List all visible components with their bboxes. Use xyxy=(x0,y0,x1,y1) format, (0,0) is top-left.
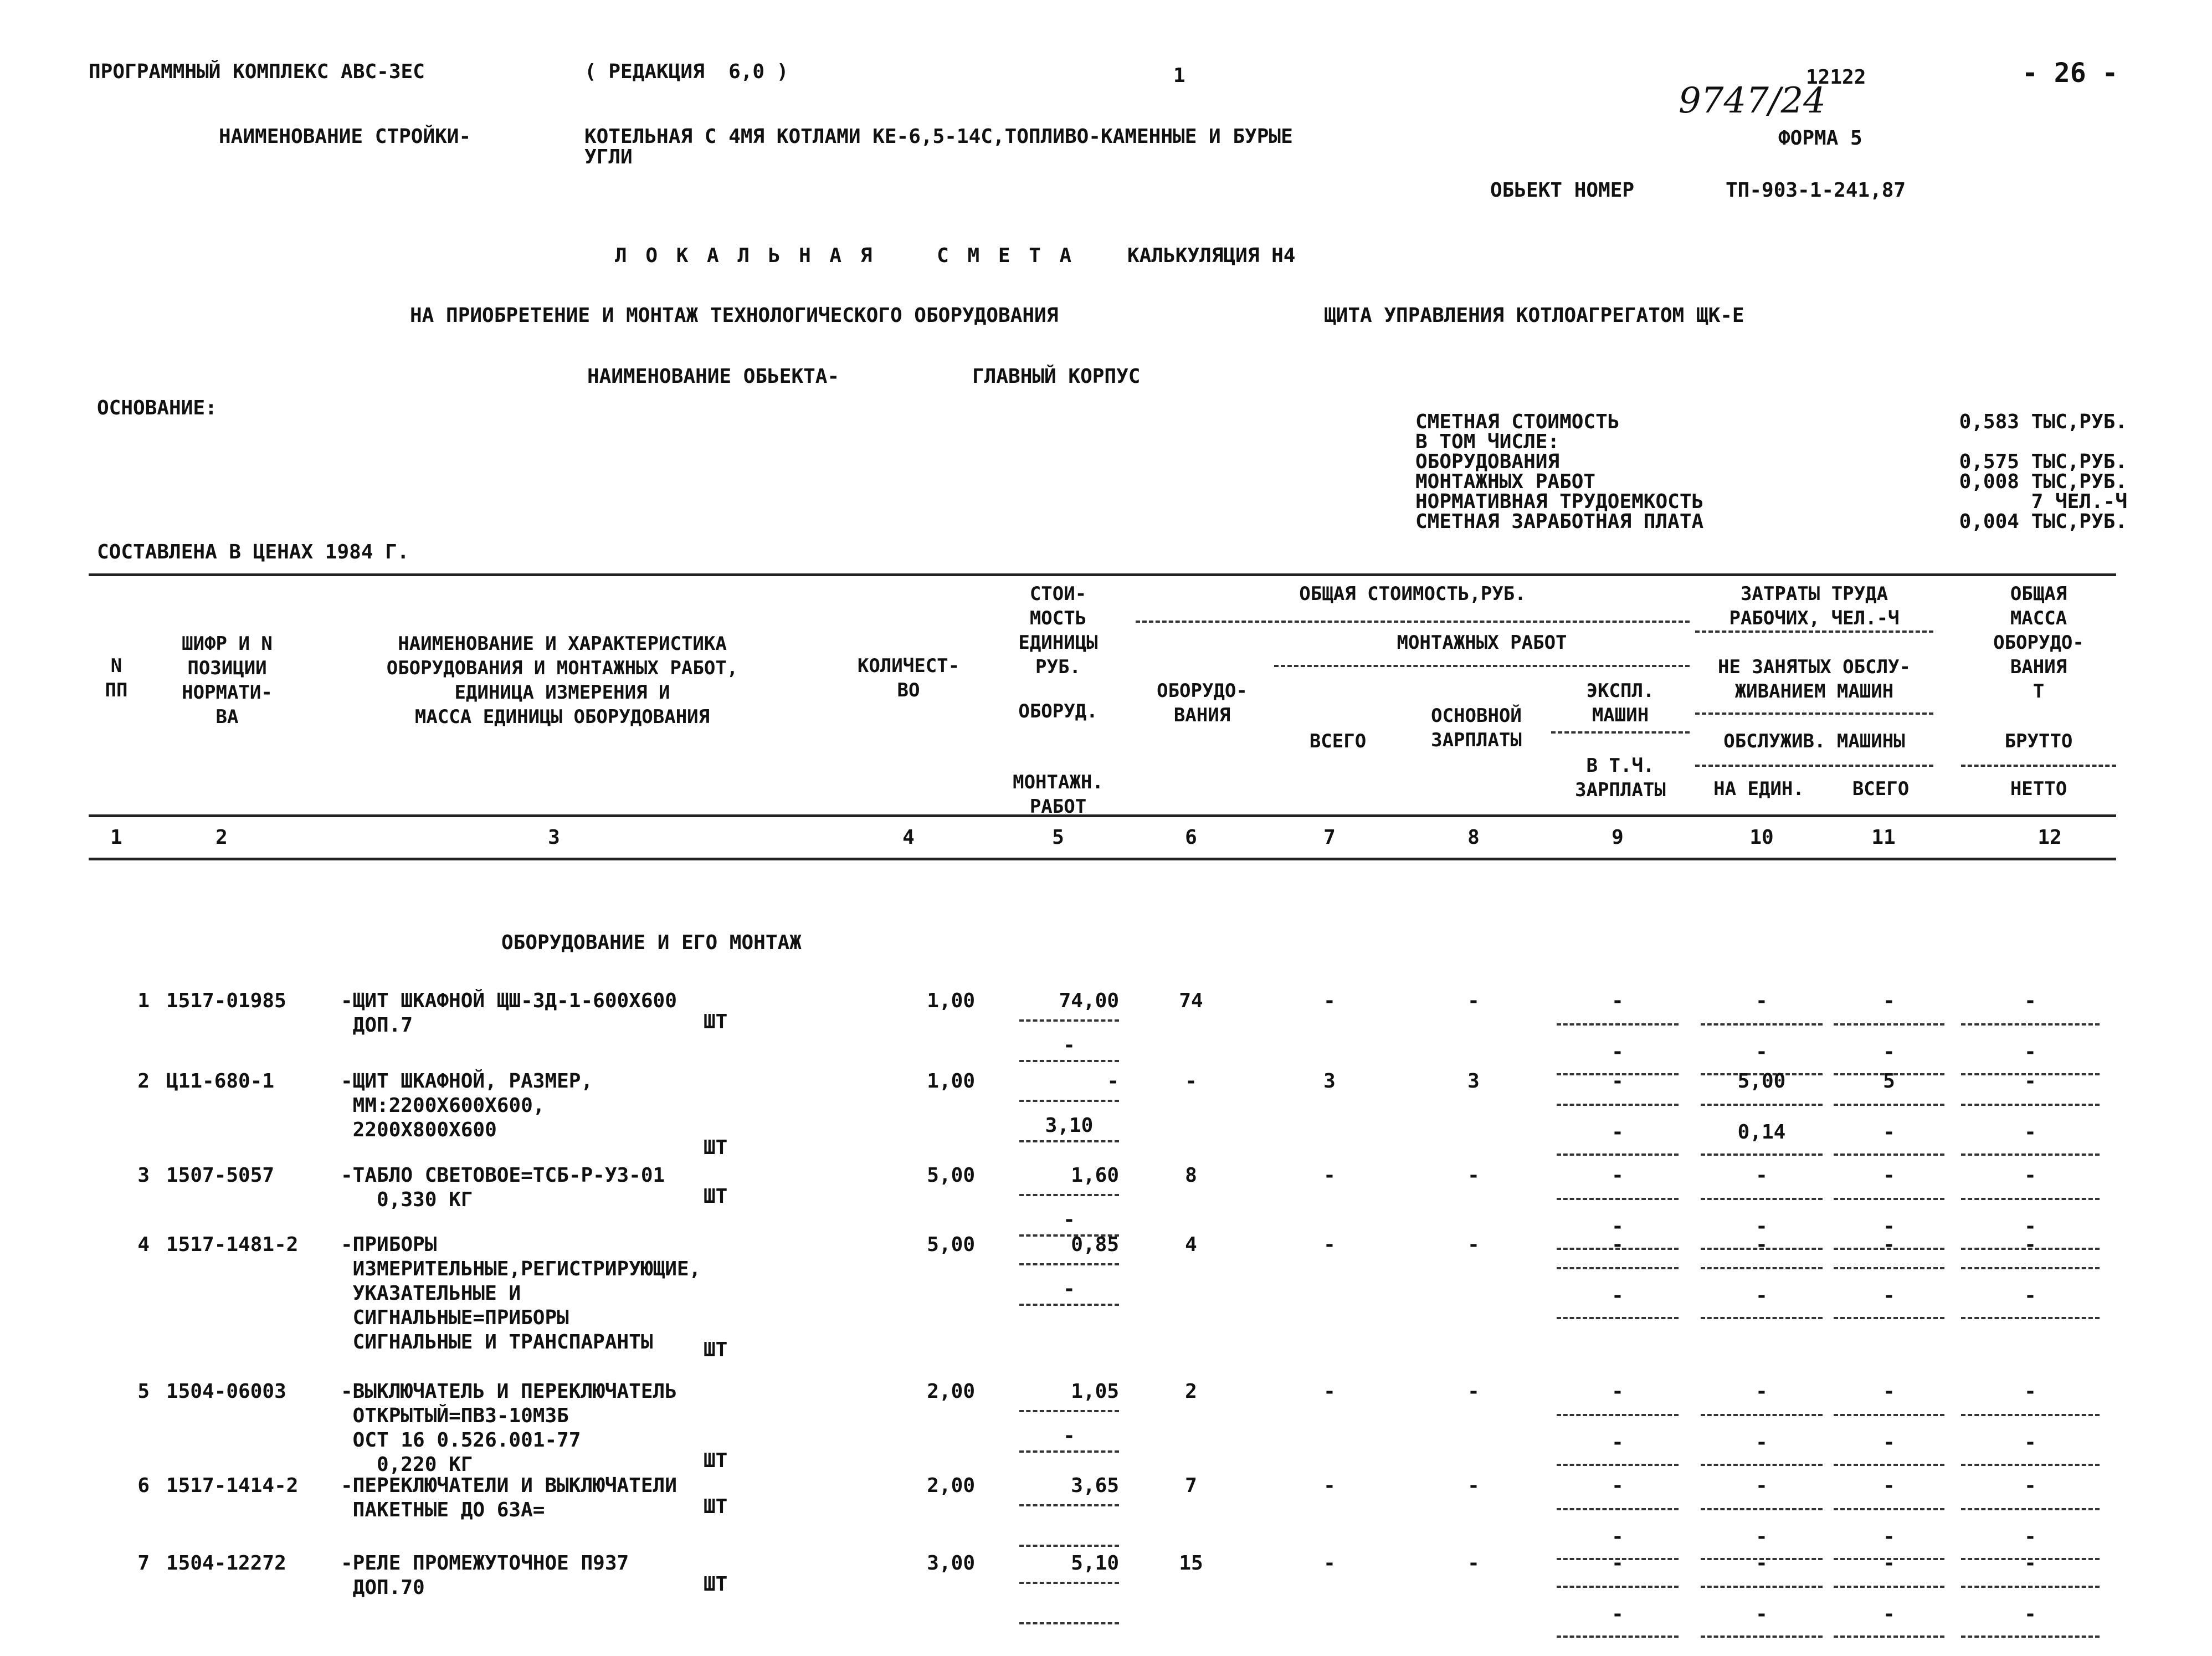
object-number-value: ТП-903-1-241,87 xyxy=(1726,179,1906,202)
row-cell-c12-top: - xyxy=(2024,1164,2036,1187)
row-cell-c9-bottom: - xyxy=(1611,1284,1624,1307)
summary-label: В ТОМ ЧИСЛЕ: xyxy=(1415,430,1560,453)
row-cell-c9-top: - xyxy=(1611,1380,1624,1403)
header-col-7: ВСЕГО xyxy=(1309,730,1367,752)
header-col-8: ОСНОВНОЙ ЗАРПЛАТЫ xyxy=(1431,705,1522,751)
column-number: 7 xyxy=(1323,826,1336,849)
header-col-1: N ПП xyxy=(105,655,128,701)
row-cell-c6: 15 xyxy=(1179,1552,1203,1575)
summary-label: НОРМАТИВНАЯ ТРУДОЕМКОСТЬ xyxy=(1415,490,1704,513)
row-cell-c9-top: - xyxy=(1611,1233,1624,1256)
row-rule xyxy=(1961,1267,2100,1269)
row-cell-c9-top: - xyxy=(1611,1164,1624,1187)
row-cell-c8: - xyxy=(1467,1474,1480,1497)
row-cell-c6: 7 xyxy=(1185,1474,1197,1497)
row-unit: ШТ xyxy=(704,1185,728,1208)
row-unit-price-mounting: - xyxy=(1063,1034,1075,1057)
row-cell-c8: - xyxy=(1467,1380,1480,1403)
row-cell-c11-bottom: - xyxy=(1883,1525,1895,1548)
header-rule xyxy=(1136,621,1690,623)
row-rule xyxy=(1701,1464,1823,1466)
row-description: -ТАБЛО СВЕТОВОЕ=ТСБ-Р-У3-01 0,330 КГ xyxy=(341,1164,665,1211)
row-cell-c12-bottom: - xyxy=(2024,1525,2036,1548)
page-number: - 26 - xyxy=(2022,58,2118,89)
row-number: 6 xyxy=(137,1474,150,1497)
edition: ( РЕДАКЦИЯ 6,0 ) xyxy=(584,60,789,83)
row-rule xyxy=(1961,1636,2100,1638)
row-unit-price-equipment: 0,85 xyxy=(1071,1233,1119,1256)
row-cell-c11-bottom: - xyxy=(1883,1121,1895,1144)
row-rule xyxy=(1834,1586,1944,1588)
row-rule xyxy=(1701,1198,1823,1200)
header-col-11: ВСЕГО xyxy=(1852,778,1910,800)
row-rule xyxy=(1019,1140,1119,1142)
row-description: -ПЕРЕКЛЮЧАТЕЛИ И ВЫКЛЮЧАТЕЛИ ПАКЕТНЫЕ ДО 63А= xyxy=(341,1474,677,1521)
row-cell-c10-bottom: - xyxy=(1756,1603,1768,1626)
row-description: -ВЫКЛЮЧАТЕЛЬ И ПЕРЕКЛЮЧАТЕЛЬ ОТКРЫТЫЙ=ПВЗ-10МЗБ ОСТ 16 0.526.001-77 0,220 КГ xyxy=(341,1380,677,1476)
row-rule xyxy=(1834,1414,1944,1416)
row-cell-c6: 8 xyxy=(1185,1164,1197,1187)
summary-label: СМЕТНАЯ ЗАРАБОТНАЯ ПЛАТА xyxy=(1415,510,1704,533)
row-unit: ШТ xyxy=(704,1495,728,1518)
row-rule xyxy=(1961,1508,2100,1510)
row-cell-c8: - xyxy=(1467,990,1480,1012)
column-number: 6 xyxy=(1185,826,1197,849)
summary-value: 0,575 ТЫС,РУБ. xyxy=(1959,450,2127,473)
row-rule xyxy=(1961,1023,2100,1026)
row-unit: ШТ xyxy=(704,1011,728,1033)
row-cell-c10-top: 5,00 xyxy=(1737,1070,1786,1093)
row-unit: ШТ xyxy=(704,1136,728,1159)
row-cell-c7: - xyxy=(1323,990,1336,1012)
header-rule xyxy=(1695,630,1933,633)
row-cell-c10-bottom: - xyxy=(1756,1040,1768,1063)
row-rule xyxy=(1834,1508,1944,1510)
summary-label: СМЕТНАЯ СТОИМОСТЬ xyxy=(1415,411,1620,433)
row-rule xyxy=(1701,1153,1823,1156)
row-cell-c11-bottom: - xyxy=(1883,1215,1895,1238)
row-rule xyxy=(1019,1304,1119,1306)
row-code: 1507-5057 xyxy=(166,1164,275,1187)
sheet-number: 1 xyxy=(1173,64,1185,87)
site-label: НАИМЕНОВАНИЕ СТРОЙКИ- xyxy=(219,125,471,148)
row-cell-c10-top: - xyxy=(1756,1380,1768,1403)
header-rule xyxy=(1695,712,1933,715)
row-code: 1517-1481-2 xyxy=(166,1233,299,1256)
row-rule xyxy=(1019,1263,1119,1265)
row-rule xyxy=(1557,1464,1679,1466)
row-rule xyxy=(1701,1267,1823,1269)
row-unit-price-equipment: 1,60 xyxy=(1071,1164,1119,1187)
row-quantity: 3,00 xyxy=(927,1552,975,1575)
row-rule xyxy=(1834,1023,1944,1026)
row-cell-c8: 3 xyxy=(1467,1070,1480,1093)
row-cell-c11-top: - xyxy=(1883,1164,1895,1187)
row-quantity: 2,00 xyxy=(927,1380,975,1403)
row-cell-c11-bottom: - xyxy=(1883,1431,1895,1454)
row-cell-c9-top: - xyxy=(1611,1552,1624,1575)
row-rule xyxy=(1834,1153,1944,1156)
column-number: 8 xyxy=(1467,826,1480,849)
row-rule xyxy=(1557,1586,1679,1588)
row-unit-price-equipment: 5,10 xyxy=(1071,1552,1119,1575)
row-cell-c9-top: - xyxy=(1611,990,1624,1012)
row-rule xyxy=(1961,1104,2100,1106)
basis-label: ОСНОВАНИЕ: xyxy=(97,397,217,419)
row-rule xyxy=(1961,1198,2100,1200)
header-rule xyxy=(1274,665,1690,667)
row-rule xyxy=(1961,1153,2100,1156)
object-number-label: ОБЬЕКТ НОМЕР xyxy=(1490,179,1635,202)
table-top-rule xyxy=(89,573,2116,576)
section-title: ОБОРУДОВАНИЕ И ЕГО МОНТАЖ xyxy=(501,931,802,954)
column-number: 5 xyxy=(1052,826,1064,849)
row-number: 5 xyxy=(137,1380,150,1403)
row-rule xyxy=(1834,1636,1944,1638)
header-col-6: ОБОРУДО- ВАНИЯ xyxy=(1157,680,1248,726)
row-quantity: 5,00 xyxy=(927,1164,975,1187)
row-cell-c10-top: - xyxy=(1756,1164,1768,1187)
subtitle-right: ЩИТА УПРАВЛЕНИЯ КОТЛОАГРЕГАТОМ ЩК-Е xyxy=(1324,304,1744,327)
row-cell-c7: 3 xyxy=(1323,1070,1336,1093)
header-col-12-top: БРУТТО xyxy=(2004,730,2073,752)
row-quantity: 1,00 xyxy=(927,1070,975,1093)
row-rule xyxy=(1701,1317,1823,1319)
row-unit: ШТ xyxy=(704,1449,728,1472)
row-cell-c9-bottom: - xyxy=(1611,1121,1624,1144)
column-number: 10 xyxy=(1749,826,1774,849)
header-col-2: ШИФР И N ПОЗИЦИИ НОРМАТИ- ВА xyxy=(182,633,273,728)
row-rule xyxy=(1019,1060,1119,1062)
row-code: 1517-1414-2 xyxy=(166,1474,299,1497)
row-cell-c11-bottom: - xyxy=(1883,1284,1895,1307)
row-rule xyxy=(1557,1508,1679,1510)
row-rule xyxy=(1557,1023,1679,1026)
row-cell-c12-bottom: - xyxy=(2024,1040,2036,1063)
document-title: Л О К А Л Ь Н А Я С М Е Т А xyxy=(615,244,1075,267)
column-number: 11 xyxy=(1871,826,1896,849)
row-rule xyxy=(1701,1508,1823,1510)
row-cell-c9-top: - xyxy=(1611,1070,1624,1093)
row-cell-c10-top: - xyxy=(1756,1233,1768,1256)
row-cell-c9-bottom: - xyxy=(1611,1431,1624,1454)
row-cell-c12-bottom: - xyxy=(2024,1431,2036,1454)
row-rule xyxy=(1557,1317,1679,1319)
summary-label: МОНТАЖНЫХ РАБОТ xyxy=(1415,470,1596,493)
row-number: 7 xyxy=(137,1552,150,1575)
subtitle-left: НА ПРИОБРЕТЕНИЕ И МОНТАЖ ТЕХНОЛОГИЧЕСКОГО ОБОРУДОВАНИЯ xyxy=(410,304,1059,327)
row-rule xyxy=(1834,1267,1944,1269)
row-cell-c8: - xyxy=(1467,1552,1480,1575)
row-unit-price-mounting: - xyxy=(1063,1424,1075,1447)
row-cell-c9-top: - xyxy=(1611,1474,1624,1497)
row-rule xyxy=(1834,1464,1944,1466)
row-cell-c10-bottom: 0,14 xyxy=(1737,1121,1786,1144)
summary-value: 0,008 ТЫС,РУБ. xyxy=(1959,470,2127,493)
row-rule xyxy=(1701,1414,1823,1416)
row-rule xyxy=(1961,1586,2100,1588)
summary-label: ОБОРУДОВАНИЯ xyxy=(1415,450,1560,473)
row-rule xyxy=(1019,1410,1119,1412)
row-code: Ц11-680-1 xyxy=(166,1070,275,1093)
program-name: ПРОГРАММНЫЙ КОМПЛЕКС АВС-3ЕС xyxy=(89,60,425,83)
row-cell-c11-top: - xyxy=(1883,1380,1895,1403)
row-description: -ПРИБОРЫ ИЗМЕРИТЕЛЬНЫЕ,РЕГИСТРИРУЮЩИЕ, УКАЗАТЕЛЬНЫЕ И СИГНАЛЬНЫЕ=ПРИБОРЫ СИГНАЛЬНЫЕ И ТРАНСПАРАНТЫ xyxy=(341,1233,701,1353)
row-description: -РЕЛЕ ПРОМЕЖУТОЧНОЕ П937 ДОП.70 xyxy=(341,1552,629,1599)
row-cell-c7: - xyxy=(1323,1380,1336,1403)
header-mass: ОБЩАЯ МАССА ОБОРУДО- ВАНИЯ Т xyxy=(1993,583,2084,703)
row-number: 4 xyxy=(137,1233,150,1256)
row-description: -ЩИТ ШКАФНОЙ, РАЗМЕР, MM:2200Х600Х600, 2200Х800Х600 xyxy=(341,1070,593,1141)
row-rule xyxy=(1834,1198,1944,1200)
row-rule xyxy=(1834,1317,1944,1319)
row-cell-c6: - xyxy=(1185,1070,1197,1093)
row-rule xyxy=(1019,1194,1119,1196)
column-number: 4 xyxy=(902,826,915,849)
row-rule xyxy=(1961,1464,2100,1466)
row-unit-price-equipment: 1,05 xyxy=(1071,1380,1119,1403)
header-col-9-top: ЭКСПЛ. МАШИН xyxy=(1586,680,1655,726)
row-cell-c9-bottom: - xyxy=(1611,1215,1624,1238)
summary-value: 7 ЧЕЛ.-Ч xyxy=(2031,490,2127,513)
row-rule xyxy=(1701,1636,1823,1638)
row-cell-c6: 4 xyxy=(1185,1233,1197,1256)
row-rule xyxy=(1019,1582,1119,1584)
header-col-12-bot: НЕТТО xyxy=(2010,778,2067,800)
row-cell-c11-top: - xyxy=(1883,1233,1895,1256)
row-cell-c11-bottom: - xyxy=(1883,1040,1895,1063)
row-quantity: 5,00 xyxy=(927,1233,975,1256)
header-rule xyxy=(1695,765,1933,767)
row-rule xyxy=(1557,1636,1679,1638)
table-header-rule xyxy=(89,814,2116,817)
column-number: 12 xyxy=(2037,826,2062,849)
row-rule xyxy=(1557,1153,1679,1156)
row-cell-c12-bottom: - xyxy=(2024,1284,2036,1307)
row-cell-c9-bottom: - xyxy=(1611,1603,1624,1626)
object-name-label: НАИМЕНОВАНИЕ ОБЬЕКТА- xyxy=(587,365,840,388)
site-name-line2: УГЛИ xyxy=(584,146,633,168)
row-unit-price-equipment: 3,65 xyxy=(1071,1474,1119,1497)
table-number-rule xyxy=(89,858,2116,860)
row-cell-c8: - xyxy=(1467,1233,1480,1256)
row-unit-price-equipment: 74,00 xyxy=(1059,990,1119,1012)
row-cell-c11-bottom: - xyxy=(1883,1603,1895,1626)
summary-block xyxy=(1415,410,2127,532)
row-rule xyxy=(1019,1450,1119,1453)
header-col-5-bot: МОНТАЖН. РАБОТ xyxy=(1013,771,1104,818)
row-cell-c12-top: - xyxy=(2024,1380,2036,1403)
row-cell-c12-bottom: - xyxy=(2024,1603,2036,1626)
row-cell-c7: - xyxy=(1323,1474,1336,1497)
row-unit-price-mounting: - xyxy=(1063,1208,1075,1231)
summary-value: 0,004 ТЫС,РУБ. xyxy=(1959,510,2127,533)
row-cell-c12-top: - xyxy=(2024,1233,2036,1256)
column-number: 3 xyxy=(548,826,560,849)
row-cell-c11-top: 5 xyxy=(1883,1070,1895,1093)
row-cell-c11-top: - xyxy=(1883,1474,1895,1497)
price-basis: СОСТАВЛЕНА В ЦЕНАХ 1984 Г. xyxy=(97,541,409,563)
summary-value: 0,583 ТЫС,РУБ. xyxy=(1959,411,2127,433)
row-cell-c7: - xyxy=(1323,1552,1336,1575)
row-quantity: 2,00 xyxy=(927,1474,975,1497)
site-name-line1: КОТЕЛЬНАЯ С 4МЯ КОТЛАМИ КЕ-6,5-14С,ТОПЛИВО-КАМЕННЫЕ И БУРЫЕ xyxy=(584,125,1293,148)
form-number: ФОРМА 5 xyxy=(1778,127,1862,150)
header-col-10: НА ЕДИН. xyxy=(1713,778,1804,800)
header-col-5-top: СТОИ- МОСТЬ ЕДИНИЦЫ РУБ. xyxy=(1018,583,1098,678)
row-rule xyxy=(1701,1586,1823,1588)
calculation-number: КАЛЬКУЛЯЦИЯ Н4 xyxy=(1127,244,1296,267)
column-number: 9 xyxy=(1611,826,1624,849)
header-mount-works: МОНТАЖНЫХ РАБОТ xyxy=(1397,632,1567,654)
row-cell-c6: 74 xyxy=(1179,990,1203,1012)
row-rule xyxy=(1019,1622,1119,1624)
row-cell-c10-bottom: - xyxy=(1756,1431,1768,1454)
row-cell-c9-bottom: - xyxy=(1611,1525,1624,1548)
row-cell-c10-bottom: - xyxy=(1756,1525,1768,1548)
header-labor-sub1: НЕ ЗАНЯТЫХ ОБСЛУ- ЖИВАНИЕМ МАШИН xyxy=(1718,656,1911,703)
row-cell-c12-top: - xyxy=(2024,990,2036,1012)
column-number: 1 xyxy=(110,826,122,849)
row-rule xyxy=(1557,1104,1679,1106)
row-cell-c6: 2 xyxy=(1185,1380,1197,1403)
header-total-cost: ОБЩАЯ СТОИМОСТЬ,РУБ. xyxy=(1299,583,1526,605)
row-cell-c7: - xyxy=(1323,1233,1336,1256)
row-cell-c12-top: - xyxy=(2024,1070,2036,1093)
row-rule xyxy=(1019,1504,1119,1506)
row-description: -ЩИТ ШКАФНОЙ ЩШ-3Д-1-600Х600 ДОП.7 xyxy=(341,990,677,1037)
header-col-4: КОЛИЧЕСТ- ВО xyxy=(857,655,960,701)
row-rule xyxy=(1019,1019,1119,1022)
row-quantity: 1,00 xyxy=(927,990,975,1012)
row-number: 2 xyxy=(137,1070,150,1093)
row-cell-c11-top: - xyxy=(1883,990,1895,1012)
header-col-5-mid: ОБОРУД. xyxy=(1018,700,1098,722)
row-unit-price-mounting: 3,10 xyxy=(1045,1114,1094,1137)
object-name-value: ГЛАВНЫЙ КОРПУС xyxy=(972,365,1141,388)
row-cell-c12-bottom: - xyxy=(2024,1215,2036,1238)
row-rule xyxy=(1961,1414,2100,1416)
row-unit: ШТ xyxy=(704,1339,728,1361)
row-number: 1 xyxy=(137,990,150,1012)
handwritten-number: 9747/24 xyxy=(1679,80,1826,121)
row-unit-price-mounting: - xyxy=(1063,1278,1075,1300)
row-unit-price-equipment: - xyxy=(1107,1070,1119,1093)
row-cell-c10-top: - xyxy=(1756,1552,1768,1575)
header-rule xyxy=(1551,731,1690,734)
header-rule xyxy=(1961,765,2116,767)
row-cell-c12-top: - xyxy=(2024,1474,2036,1497)
header-col-9-bot: В Т.Ч. ЗАРПЛАТЫ xyxy=(1575,755,1666,801)
row-rule xyxy=(1701,1104,1823,1106)
row-rule xyxy=(1557,1267,1679,1269)
header-col-3: НАИМЕНОВАНИЕ И ХАРАКТЕРИСТИКА ОБОРУДОВАНИЯ И МОНТАЖНЫХ РАБОТ, ЕДИНИЦА ИЗМЕРЕНИЯ И МАССА ЕДИНИЦЫ ОБОРУДОВАНИЯ xyxy=(386,633,738,728)
row-rule xyxy=(1557,1198,1679,1200)
row-cell-c10-bottom: - xyxy=(1756,1215,1768,1238)
row-code: 1504-06003 xyxy=(166,1380,286,1403)
row-cell-c10-bottom: - xyxy=(1756,1284,1768,1307)
row-cell-c11-top: - xyxy=(1883,1552,1895,1575)
row-unit: ШТ xyxy=(704,1573,728,1596)
row-code: 1517-01985 xyxy=(166,990,286,1012)
row-cell-c7: - xyxy=(1323,1164,1336,1187)
row-cell-c8: - xyxy=(1467,1164,1480,1187)
row-rule xyxy=(1834,1104,1944,1106)
row-cell-c9-bottom: - xyxy=(1611,1040,1624,1063)
header-labor: ЗАТРАТЫ ТРУДА РАБОЧИХ, ЧЕЛ.-Ч xyxy=(1729,583,1900,629)
row-rule xyxy=(1961,1317,2100,1319)
row-code: 1504-12272 xyxy=(166,1552,286,1575)
column-number: 2 xyxy=(215,826,228,849)
header-labor-sub2: ОБСЛУЖИВ. МАШИНЫ xyxy=(1723,730,1905,752)
row-rule xyxy=(1701,1023,1823,1026)
row-cell-c10-top: - xyxy=(1756,1474,1768,1497)
row-number: 3 xyxy=(137,1164,150,1187)
row-rule xyxy=(1019,1545,1119,1547)
row-cell-c10-top: - xyxy=(1756,990,1768,1012)
document-code: 12122 xyxy=(1806,66,1866,89)
row-rule xyxy=(1557,1414,1679,1416)
row-cell-c12-bottom: - xyxy=(2024,1121,2036,1144)
row-cell-c12-top: - xyxy=(2024,1552,2036,1575)
row-rule xyxy=(1019,1100,1119,1102)
